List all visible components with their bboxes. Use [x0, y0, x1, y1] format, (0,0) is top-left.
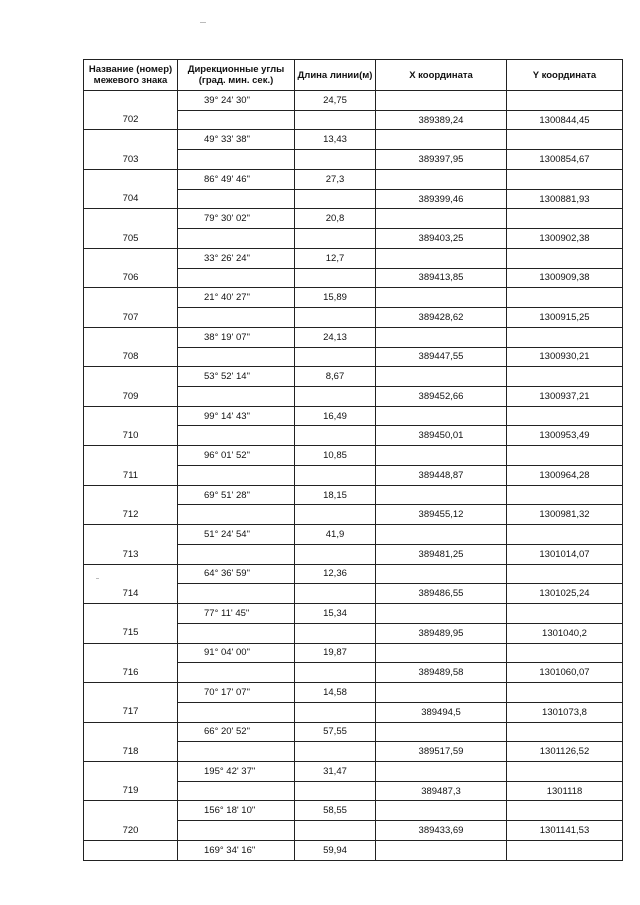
name-cell: [84, 683, 178, 703]
x-cell: 389455,12: [376, 505, 507, 525]
x-cell: 389428,62: [376, 308, 507, 328]
x-cell: [376, 801, 507, 821]
length-cell: 8,67: [295, 367, 376, 387]
name-cell: 702: [84, 110, 178, 130]
angle-cell: 51° 24' 54": [178, 525, 295, 545]
y-cell: [507, 722, 623, 742]
table-row: [84, 683, 623, 703]
length-cell: 12,7: [295, 248, 376, 268]
table-row: [84, 761, 623, 781]
y-cell: [507, 643, 623, 663]
y-cell: 1301118: [507, 781, 623, 801]
x-cell: [376, 722, 507, 742]
header-length: Длина линии(м): [295, 60, 376, 91]
angle-cell: 21° 40' 27": [178, 288, 295, 308]
angle-cell: [178, 426, 295, 446]
name-cell: [84, 288, 178, 308]
table-row: [84, 367, 623, 387]
length-cell: [295, 268, 376, 288]
name-cell: 720: [84, 821, 178, 841]
y-cell: [507, 683, 623, 703]
table-row: [84, 781, 623, 801]
x-cell: 389447,55: [376, 347, 507, 367]
angle-cell: 169° 34' 16": [178, 840, 295, 860]
y-cell: [507, 367, 623, 387]
table-row: [84, 110, 623, 130]
scan-mark: [96, 578, 99, 579]
table-row: [84, 150, 623, 170]
name-cell: 706: [84, 268, 178, 288]
table-row: [84, 327, 623, 347]
name-cell: [84, 446, 178, 466]
length-cell: [295, 623, 376, 643]
name-cell: [84, 130, 178, 150]
angle-cell: 66° 20' 52": [178, 722, 295, 742]
header-name: Название (номер) межевого знака: [84, 60, 178, 91]
y-cell: 1301014,07: [507, 544, 623, 564]
table-row: [84, 387, 623, 407]
name-cell: 712: [84, 505, 178, 525]
name-cell: [84, 604, 178, 624]
x-cell: [376, 683, 507, 703]
x-cell: [376, 564, 507, 584]
boundary-marks-table: [83, 59, 623, 861]
y-cell: 1301025,24: [507, 584, 623, 604]
length-cell: [295, 110, 376, 130]
table-row: [84, 446, 623, 466]
table-row: [84, 525, 623, 545]
y-cell: [507, 288, 623, 308]
angle-cell: [178, 268, 295, 288]
y-cell: [507, 248, 623, 268]
table-row: [84, 130, 623, 150]
angle-cell: [178, 821, 295, 841]
name-cell: [84, 840, 178, 860]
table-row: [84, 544, 623, 564]
x-cell: [376, 840, 507, 860]
angle-cell: [178, 623, 295, 643]
x-cell: 389399,46: [376, 189, 507, 209]
table-row: [84, 248, 623, 268]
y-cell: [507, 209, 623, 229]
angle-cell: [178, 742, 295, 762]
angle-cell: 53° 52' 14": [178, 367, 295, 387]
x-cell: 389413,85: [376, 268, 507, 288]
length-cell: 59,94: [295, 840, 376, 860]
angle-cell: 99° 14' 43": [178, 406, 295, 426]
x-cell: 389450,01: [376, 426, 507, 446]
length-cell: [295, 189, 376, 209]
y-cell: [507, 604, 623, 624]
length-cell: [295, 465, 376, 485]
x-cell: 389389,24: [376, 110, 507, 130]
header-y: Y координата: [507, 60, 623, 91]
x-cell: [376, 91, 507, 111]
angle-cell: [178, 663, 295, 683]
x-cell: [376, 248, 507, 268]
length-cell: [295, 584, 376, 604]
name-cell: [84, 525, 178, 545]
y-cell: [507, 169, 623, 189]
angle-cell: [178, 347, 295, 367]
y-cell: [507, 327, 623, 347]
table-row: [84, 426, 623, 446]
x-cell: [376, 604, 507, 624]
y-cell: [507, 525, 623, 545]
name-cell: 703: [84, 150, 178, 170]
x-cell: 389494,5: [376, 702, 507, 722]
length-cell: 16,49: [295, 406, 376, 426]
name-cell: [84, 722, 178, 742]
length-cell: [295, 347, 376, 367]
x-cell: 389486,55: [376, 584, 507, 604]
angle-cell: [178, 387, 295, 407]
y-cell: 1300981,32: [507, 505, 623, 525]
table-row: [84, 465, 623, 485]
y-cell: [507, 130, 623, 150]
angle-cell: [178, 308, 295, 328]
y-cell: 1300854,67: [507, 150, 623, 170]
table-row: [84, 189, 623, 209]
y-cell: 1301060,07: [507, 663, 623, 683]
y-cell: [507, 485, 623, 505]
angle-cell: [178, 189, 295, 209]
y-cell: 1300964,28: [507, 465, 623, 485]
name-cell: [84, 761, 178, 781]
y-cell: 1300915,25: [507, 308, 623, 328]
length-cell: 19,87: [295, 643, 376, 663]
table-row: [84, 564, 623, 584]
x-cell: [376, 288, 507, 308]
angle-cell: 96° 01' 52": [178, 446, 295, 466]
table-row: [84, 485, 623, 505]
x-cell: 389452,66: [376, 387, 507, 407]
table-row: [84, 821, 623, 841]
x-cell: 389448,87: [376, 465, 507, 485]
y-cell: 1301040,2: [507, 623, 623, 643]
table-row: [84, 643, 623, 663]
name-cell: 718: [84, 742, 178, 762]
angle-cell: [178, 465, 295, 485]
table-row: [84, 347, 623, 367]
angle-cell: 91° 04' 00": [178, 643, 295, 663]
table-row: [84, 801, 623, 821]
length-cell: [295, 781, 376, 801]
name-cell: [84, 367, 178, 387]
length-cell: 10,85: [295, 446, 376, 466]
length-cell: 31,47: [295, 761, 376, 781]
angle-cell: [178, 544, 295, 564]
x-cell: [376, 169, 507, 189]
angle-cell: 49° 33' 38": [178, 130, 295, 150]
y-cell: [507, 761, 623, 781]
x-cell: 389489,95: [376, 623, 507, 643]
angle-cell: 38° 19' 07": [178, 327, 295, 347]
table-row: [84, 742, 623, 762]
length-cell: [295, 229, 376, 249]
angle-cell: 195° 42' 37": [178, 761, 295, 781]
y-cell: [507, 406, 623, 426]
x-cell: [376, 485, 507, 505]
name-cell: [84, 209, 178, 229]
length-cell: [295, 426, 376, 446]
table-row: [84, 308, 623, 328]
length-cell: [295, 308, 376, 328]
name-cell: [84, 564, 178, 584]
table-row: [84, 505, 623, 525]
table-row: [84, 288, 623, 308]
length-cell: 14,58: [295, 683, 376, 703]
name-cell: 705: [84, 229, 178, 249]
header-row: [84, 60, 623, 91]
x-cell: 389517,59: [376, 742, 507, 762]
x-cell: 389433,69: [376, 821, 507, 841]
name-cell: [84, 801, 178, 821]
length-cell: 12,36: [295, 564, 376, 584]
length-cell: 24,13: [295, 327, 376, 347]
y-cell: 1300930,21: [507, 347, 623, 367]
table-row: [84, 663, 623, 683]
table-row: [84, 722, 623, 742]
length-cell: [295, 544, 376, 564]
y-cell: [507, 564, 623, 584]
angle-cell: 33° 26' 24": [178, 248, 295, 268]
angle-cell: [178, 505, 295, 525]
table-row: [84, 209, 623, 229]
length-cell: [295, 702, 376, 722]
y-cell: 1300844,45: [507, 110, 623, 130]
angle-cell: 86° 49' 46": [178, 169, 295, 189]
table-row: [84, 623, 623, 643]
name-cell: [84, 485, 178, 505]
y-cell: 1300902,38: [507, 229, 623, 249]
name-cell: 711: [84, 465, 178, 485]
x-cell: [376, 209, 507, 229]
x-cell: [376, 761, 507, 781]
x-cell: 389487,3: [376, 781, 507, 801]
length-cell: 24,75: [295, 91, 376, 111]
header-x: X координата: [376, 60, 507, 91]
table-row: [84, 584, 623, 604]
length-cell: 18,15: [295, 485, 376, 505]
x-cell: [376, 525, 507, 545]
x-cell: 389489,58: [376, 663, 507, 683]
angle-cell: 39° 24' 30": [178, 91, 295, 111]
length-cell: [295, 387, 376, 407]
length-cell: 20,8: [295, 209, 376, 229]
name-cell: 719: [84, 781, 178, 801]
name-cell: 707: [84, 308, 178, 328]
table-row: [84, 604, 623, 624]
angle-cell: 69° 51' 28": [178, 485, 295, 505]
name-cell: 710: [84, 426, 178, 446]
y-cell: 1301126,52: [507, 742, 623, 762]
x-cell: 389397,95: [376, 150, 507, 170]
y-cell: [507, 446, 623, 466]
y-cell: 1300909,38: [507, 268, 623, 288]
angle-cell: [178, 781, 295, 801]
name-cell: 717: [84, 702, 178, 722]
name-cell: 709: [84, 387, 178, 407]
x-cell: [376, 367, 507, 387]
name-cell: [84, 327, 178, 347]
name-cell: 715: [84, 623, 178, 643]
table-row: [84, 229, 623, 249]
table-row: [84, 840, 623, 860]
name-cell: [84, 169, 178, 189]
angle-cell: 79° 30' 02": [178, 209, 295, 229]
x-cell: [376, 130, 507, 150]
angle-cell: 64° 36' 59": [178, 564, 295, 584]
table-row: [84, 169, 623, 189]
name-cell: 716: [84, 663, 178, 683]
name-cell: [84, 406, 178, 426]
table-body: [84, 91, 623, 861]
x-cell: [376, 643, 507, 663]
angle-cell: [178, 702, 295, 722]
table-row: [84, 702, 623, 722]
length-cell: [295, 150, 376, 170]
length-cell: 15,89: [295, 288, 376, 308]
name-cell: [84, 248, 178, 268]
name-cell: [84, 643, 178, 663]
y-cell: 1301073,8: [507, 702, 623, 722]
angle-cell: [178, 150, 295, 170]
name-cell: 714: [84, 584, 178, 604]
angle-cell: [178, 229, 295, 249]
angle-cell: [178, 584, 295, 604]
table-row: [84, 268, 623, 288]
length-cell: 58,55: [295, 801, 376, 821]
x-cell: 389481,25: [376, 544, 507, 564]
table-row: [84, 406, 623, 426]
angle-cell: 156° 18' 10": [178, 801, 295, 821]
name-cell: 713: [84, 544, 178, 564]
name-cell: [84, 91, 178, 111]
length-cell: 57,55: [295, 722, 376, 742]
y-cell: [507, 91, 623, 111]
length-cell: 15,34: [295, 604, 376, 624]
length-cell: [295, 663, 376, 683]
y-cell: 1300881,93: [507, 189, 623, 209]
length-cell: 13,43: [295, 130, 376, 150]
scan-mark: [200, 22, 206, 23]
length-cell: 41,9: [295, 525, 376, 545]
x-cell: [376, 406, 507, 426]
y-cell: 1300953,49: [507, 426, 623, 446]
length-cell: [295, 742, 376, 762]
name-cell: 704: [84, 189, 178, 209]
length-cell: 27,3: [295, 169, 376, 189]
x-cell: [376, 327, 507, 347]
x-cell: 389403,25: [376, 229, 507, 249]
y-cell: 1300937,21: [507, 387, 623, 407]
header-angle: Дирекционные углы (град. мин. сек.): [178, 60, 295, 91]
angle-cell: [178, 110, 295, 130]
y-cell: [507, 801, 623, 821]
angle-cell: 70° 17' 07": [178, 683, 295, 703]
table-row: [84, 91, 623, 111]
y-cell: 1301141,53: [507, 821, 623, 841]
name-cell: 708: [84, 347, 178, 367]
angle-cell: 77° 11' 45": [178, 604, 295, 624]
length-cell: [295, 505, 376, 525]
x-cell: [376, 446, 507, 466]
length-cell: [295, 821, 376, 841]
y-cell: [507, 840, 623, 860]
